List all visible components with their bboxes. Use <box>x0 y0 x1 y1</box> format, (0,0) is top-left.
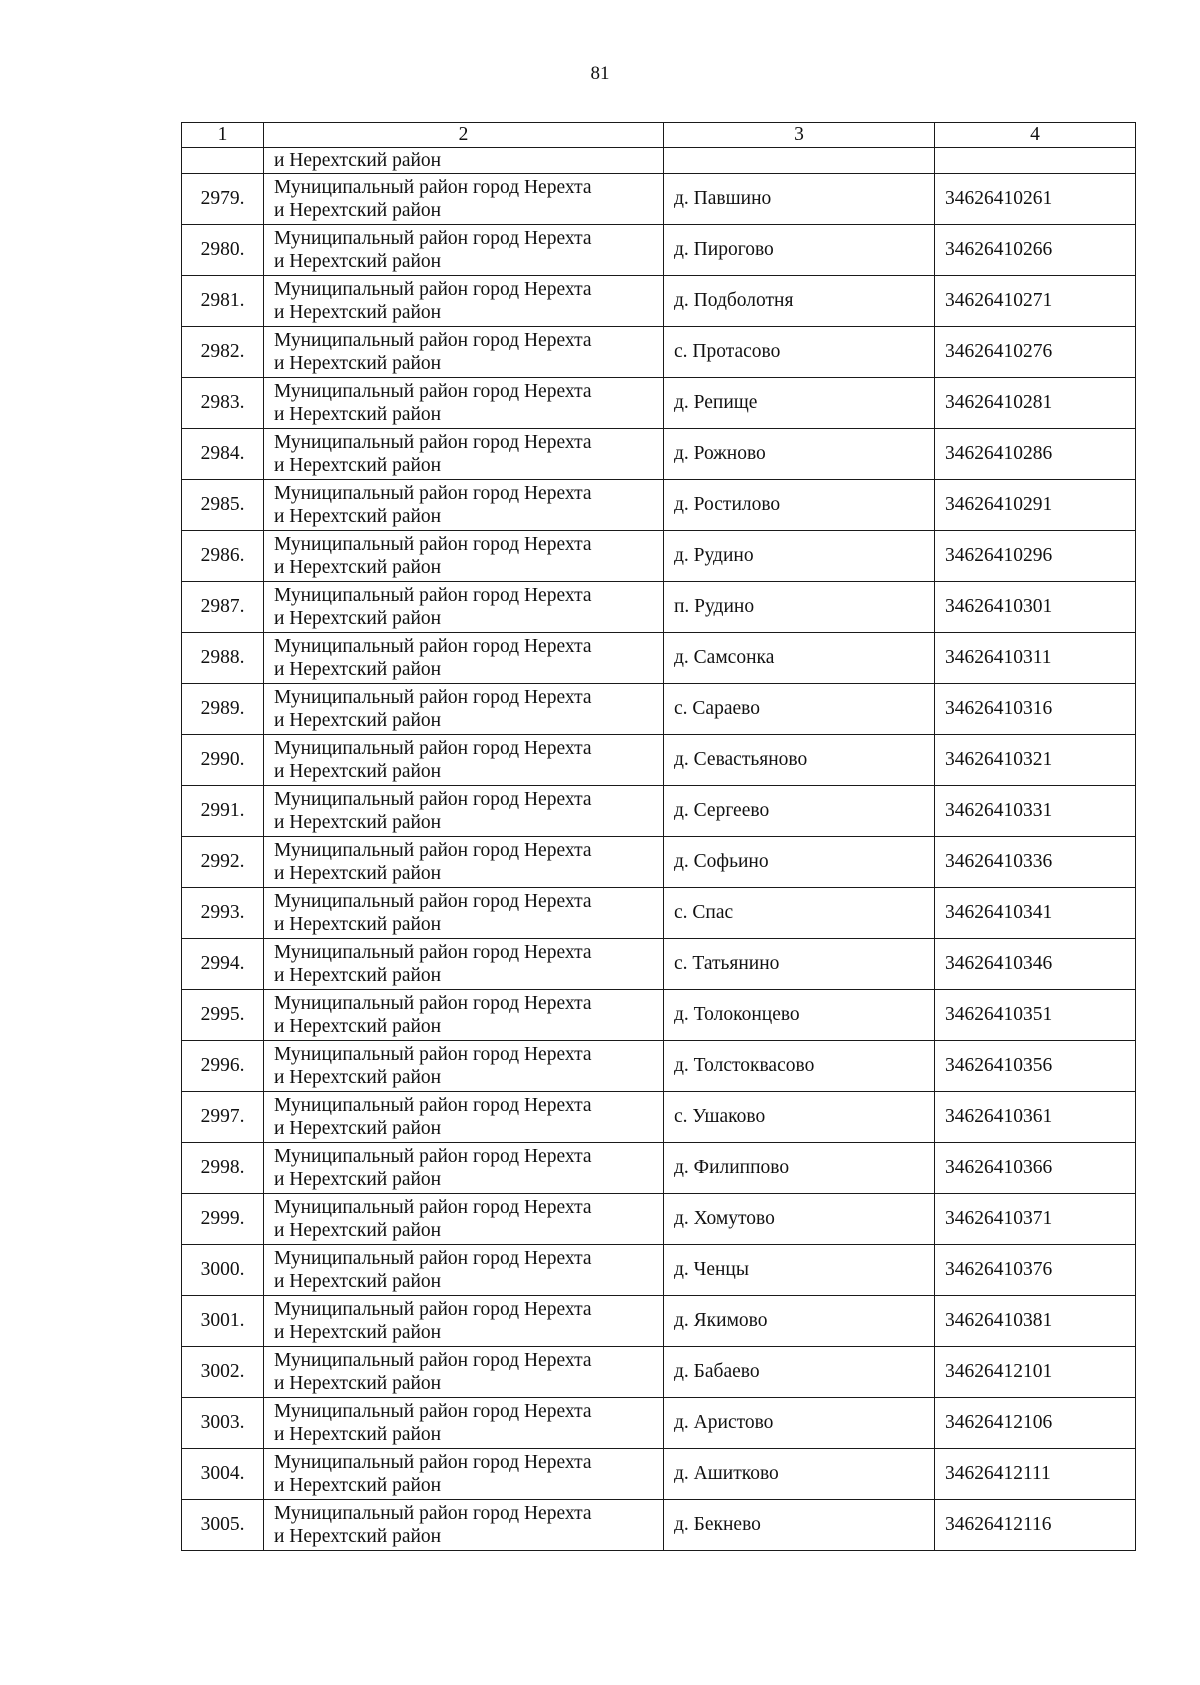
row-number: 2988. <box>182 632 264 683</box>
row-number: 2990. <box>182 734 264 785</box>
row-settlement: д. Севастьяново <box>664 734 935 785</box>
district-line-2: и Нерехтский район <box>274 1118 442 1139</box>
district-line-2: и Нерехтский район <box>274 761 442 782</box>
table-row <box>182 1193 1136 1244</box>
row-district <box>264 173 664 224</box>
row-number: 3005. <box>182 1499 264 1550</box>
table-row <box>182 1397 1136 1448</box>
district-line-1: Муниципальный район город Нерехта <box>274 686 592 708</box>
row-number: 3000. <box>182 1244 264 1295</box>
row-number: 2996. <box>182 1040 264 1091</box>
column-header-code: 4 <box>935 123 1136 148</box>
row-settlement: д. Пирогово <box>664 224 935 275</box>
district-line-2: и Нерехтский район <box>274 1220 442 1241</box>
row-district <box>264 530 664 581</box>
row-code: 34626410376 <box>935 1244 1136 1295</box>
row-settlement: д. Софьино <box>664 836 935 887</box>
table-row <box>182 1499 1136 1550</box>
district-line-1: Муниципальный район город Нерехта <box>274 839 592 861</box>
row-settlement: д. Репище <box>664 377 935 428</box>
settlements-table <box>181 122 1136 1551</box>
row-number: 3001. <box>182 1295 264 1346</box>
district-line-2: и Нерехтский район <box>274 1424 442 1445</box>
row-code: 34626410346 <box>935 938 1136 989</box>
row-code: 34626410381 <box>935 1295 1136 1346</box>
table-row <box>182 887 1136 938</box>
table-row <box>182 224 1136 275</box>
district-line-1: Муниципальный район город Нерехта <box>274 176 592 198</box>
row-district <box>264 224 664 275</box>
row-district <box>264 1142 664 1193</box>
district-line-2: и Нерехтский район <box>274 863 442 884</box>
continuation-code <box>935 148 1136 174</box>
district-line-1: Муниципальный район город Нерехта <box>274 482 592 504</box>
row-code: 34626410311 <box>935 632 1136 683</box>
table-row <box>182 275 1136 326</box>
row-number: 2985. <box>182 479 264 530</box>
district-line-2: и Нерехтский район <box>274 506 442 527</box>
table-row <box>182 1295 1136 1346</box>
row-number: 3002. <box>182 1346 264 1397</box>
row-code: 34626412101 <box>935 1346 1136 1397</box>
row-code: 34626410321 <box>935 734 1136 785</box>
row-code: 34626412116 <box>935 1499 1136 1550</box>
row-settlement: с. Ушаково <box>664 1091 935 1142</box>
district-line-2: и Нерехтский район <box>274 455 442 476</box>
table-row <box>182 1244 1136 1295</box>
row-code: 34626410291 <box>935 479 1136 530</box>
row-settlement: с. Спас <box>664 887 935 938</box>
row-number: 2981. <box>182 275 264 326</box>
district-line-1: Муниципальный район город Нерехта <box>274 635 592 657</box>
continuation-row <box>182 148 1136 174</box>
row-code: 34626412106 <box>935 1397 1136 1448</box>
district-line-2: и Нерехтский район <box>274 1475 442 1496</box>
table-row <box>182 530 1136 581</box>
row-number: 2999. <box>182 1193 264 1244</box>
row-district <box>264 1091 664 1142</box>
row-district <box>264 1346 664 1397</box>
row-code: 34626410261 <box>935 173 1136 224</box>
district-line-2: и Нерехтский район <box>274 608 442 629</box>
district-line-2: и Нерехтский район <box>274 1067 442 1088</box>
district-line-1: Муниципальный район город Нерехта <box>274 1502 592 1524</box>
row-settlement: д. Толстоквасово <box>664 1040 935 1091</box>
table-row <box>182 377 1136 428</box>
district-line-1: Муниципальный район город Нерехта <box>274 992 592 1014</box>
row-code: 34626410271 <box>935 275 1136 326</box>
row-number: 2986. <box>182 530 264 581</box>
row-number: 2995. <box>182 989 264 1040</box>
row-code: 34626410336 <box>935 836 1136 887</box>
row-district <box>264 1040 664 1091</box>
row-settlement: д. Подболотня <box>664 275 935 326</box>
row-settlement: д. Ростилово <box>664 479 935 530</box>
row-number: 2993. <box>182 887 264 938</box>
table-row <box>182 785 1136 836</box>
row-settlement: д. Бабаево <box>664 1346 935 1397</box>
row-settlement: д. Рожново <box>664 428 935 479</box>
row-number: 2983. <box>182 377 264 428</box>
row-number: 2984. <box>182 428 264 479</box>
row-settlement: д. Павшино <box>664 173 935 224</box>
row-number: 2979. <box>182 173 264 224</box>
row-settlement: д. Хомутово <box>664 1193 935 1244</box>
row-code: 34626410331 <box>935 785 1136 836</box>
district-line-2: и Нерехтский район <box>274 302 442 323</box>
table-row <box>182 734 1136 785</box>
district-line-1: Муниципальный район город Нерехта <box>274 941 592 963</box>
table-row <box>182 1091 1136 1142</box>
row-district <box>264 428 664 479</box>
row-code: 34626410371 <box>935 1193 1136 1244</box>
row-code: 34626410356 <box>935 1040 1136 1091</box>
district-line-2: и Нерехтский район <box>274 812 442 833</box>
district-line-2: и Нерехтский район <box>274 353 442 374</box>
table-row <box>182 683 1136 734</box>
row-code: 34626410316 <box>935 683 1136 734</box>
district-line-1: Муниципальный район город Нерехта <box>274 329 592 351</box>
column-header-district: 2 <box>264 123 664 148</box>
table-body <box>182 123 1136 1551</box>
row-code: 34626410296 <box>935 530 1136 581</box>
district-line-2: и Нерехтский район <box>274 1016 442 1037</box>
row-code: 34626412111 <box>935 1448 1136 1499</box>
row-settlement: д. Филиппово <box>664 1142 935 1193</box>
row-district <box>264 479 664 530</box>
row-settlement: с. Татьянино <box>664 938 935 989</box>
district-line-1: Муниципальный район город Нерехта <box>274 227 592 249</box>
district-line-2: и Нерехтский район <box>274 710 442 731</box>
row-settlement: д. Рудино <box>664 530 935 581</box>
row-number: 2989. <box>182 683 264 734</box>
row-district <box>264 581 664 632</box>
district-line-2: и Нерехтский район <box>274 200 442 221</box>
row-number: 2980. <box>182 224 264 275</box>
district-line-2: и Нерехтский район <box>274 1373 442 1394</box>
row-code: 34626410366 <box>935 1142 1136 1193</box>
district-line-2: и Нерехтский район <box>274 404 442 425</box>
row-district <box>264 887 664 938</box>
district-line-1: Муниципальный район город Нерехта <box>274 533 592 555</box>
row-district <box>264 1295 664 1346</box>
row-number: 2992. <box>182 836 264 887</box>
district-line-1: Муниципальный район город Нерехта <box>274 1094 592 1116</box>
row-settlement: д. Толоконцево <box>664 989 935 1040</box>
district-line-1: Муниципальный район город Нерехта <box>274 1349 592 1371</box>
row-settlement: д. Якимово <box>664 1295 935 1346</box>
table-row <box>182 479 1136 530</box>
row-code: 34626410266 <box>935 224 1136 275</box>
district-line-1: Муниципальный район город Нерехта <box>274 584 592 606</box>
continuation-settlement <box>664 148 935 174</box>
district-line-1: Муниципальный район город Нерехта <box>274 1451 592 1473</box>
row-settlement: д. Ашитково <box>664 1448 935 1499</box>
row-number: 2998. <box>182 1142 264 1193</box>
table-row <box>182 173 1136 224</box>
table-row <box>182 836 1136 887</box>
district-line-2: и Нерехтский район <box>274 1169 442 1190</box>
district-line-2: и Нерехтский район <box>274 557 442 578</box>
district-line-1: Муниципальный район город Нерехта <box>274 1145 592 1167</box>
district-line-2: и Нерехтский район <box>274 251 442 272</box>
row-settlement: д. Самсонка <box>664 632 935 683</box>
row-number: 2997. <box>182 1091 264 1142</box>
district-line-1: Муниципальный район город Нерехта <box>274 1247 592 1269</box>
row-district <box>264 989 664 1040</box>
district-line-1: Муниципальный район город Нерехта <box>274 1298 592 1320</box>
row-number: 3004. <box>182 1448 264 1499</box>
district-line-1: Муниципальный район город Нерехта <box>274 380 592 402</box>
table-row <box>182 326 1136 377</box>
table-header-row <box>182 123 1136 148</box>
row-number: 2982. <box>182 326 264 377</box>
table-row <box>182 581 1136 632</box>
table-row <box>182 632 1136 683</box>
row-settlement: с. Сараево <box>664 683 935 734</box>
continuation-number <box>182 148 264 174</box>
page-number: 81 <box>590 63 610 84</box>
table-row <box>182 989 1136 1040</box>
row-code: 34626410276 <box>935 326 1136 377</box>
row-district <box>264 1244 664 1295</box>
row-settlement: д. Сергеево <box>664 785 935 836</box>
district-line-2: и Нерехтский район <box>274 659 442 680</box>
district-line-1: Муниципальный район город Нерехта <box>274 788 592 810</box>
row-district <box>264 326 664 377</box>
table-row <box>182 1040 1136 1091</box>
continuation-district: и Нерехтский район <box>264 148 664 174</box>
table-row <box>182 938 1136 989</box>
row-number: 2987. <box>182 581 264 632</box>
row-code: 34626410351 <box>935 989 1136 1040</box>
row-settlement: с. Протасово <box>664 326 935 377</box>
district-line-1: Муниципальный район город Нерехта <box>274 890 592 912</box>
row-number: 2991. <box>182 785 264 836</box>
district-line-1: Муниципальный район город Нерехта <box>274 431 592 453</box>
district-line-2: и Нерехтский район <box>274 1526 442 1547</box>
district-line-2: и Нерехтский район <box>274 1271 442 1292</box>
row-code: 34626410341 <box>935 887 1136 938</box>
row-district <box>264 1397 664 1448</box>
row-district <box>264 1448 664 1499</box>
district-line-1: Муниципальный район город Нерехта <box>274 1043 592 1065</box>
row-district <box>264 377 664 428</box>
column-header-number: 1 <box>182 123 264 148</box>
row-district <box>264 275 664 326</box>
row-district <box>264 1193 664 1244</box>
row-district <box>264 836 664 887</box>
district-line-1: Муниципальный район город Нерехта <box>274 278 592 300</box>
table-row <box>182 1448 1136 1499</box>
row-settlement: п. Рудино <box>664 581 935 632</box>
row-district <box>264 734 664 785</box>
table-row <box>182 1142 1136 1193</box>
row-district <box>264 683 664 734</box>
row-district <box>264 785 664 836</box>
row-number: 3003. <box>182 1397 264 1448</box>
row-code: 34626410286 <box>935 428 1136 479</box>
district-line-1: Муниципальный район город Нерехта <box>274 1196 592 1218</box>
row-number: 2994. <box>182 938 264 989</box>
row-code: 34626410281 <box>935 377 1136 428</box>
district-line-1: Муниципальный район город Нерехта <box>274 1400 592 1422</box>
district-line-1: Муниципальный район город Нерехта <box>274 737 592 759</box>
district-line-2: и Нерехтский район <box>274 1322 442 1343</box>
row-settlement: д. Ченцы <box>664 1244 935 1295</box>
row-code: 34626410361 <box>935 1091 1136 1142</box>
table-row <box>182 1346 1136 1397</box>
row-settlement: д. Бекнево <box>664 1499 935 1550</box>
row-district <box>264 632 664 683</box>
row-code: 34626410301 <box>935 581 1136 632</box>
district-line-2: и Нерехтский район <box>274 914 442 935</box>
row-district <box>264 938 664 989</box>
row-district <box>264 1499 664 1550</box>
column-header-settlement: 3 <box>664 123 935 148</box>
table-row <box>182 428 1136 479</box>
row-settlement: д. Аристово <box>664 1397 935 1448</box>
district-line-2: и Нерехтский район <box>274 965 442 986</box>
